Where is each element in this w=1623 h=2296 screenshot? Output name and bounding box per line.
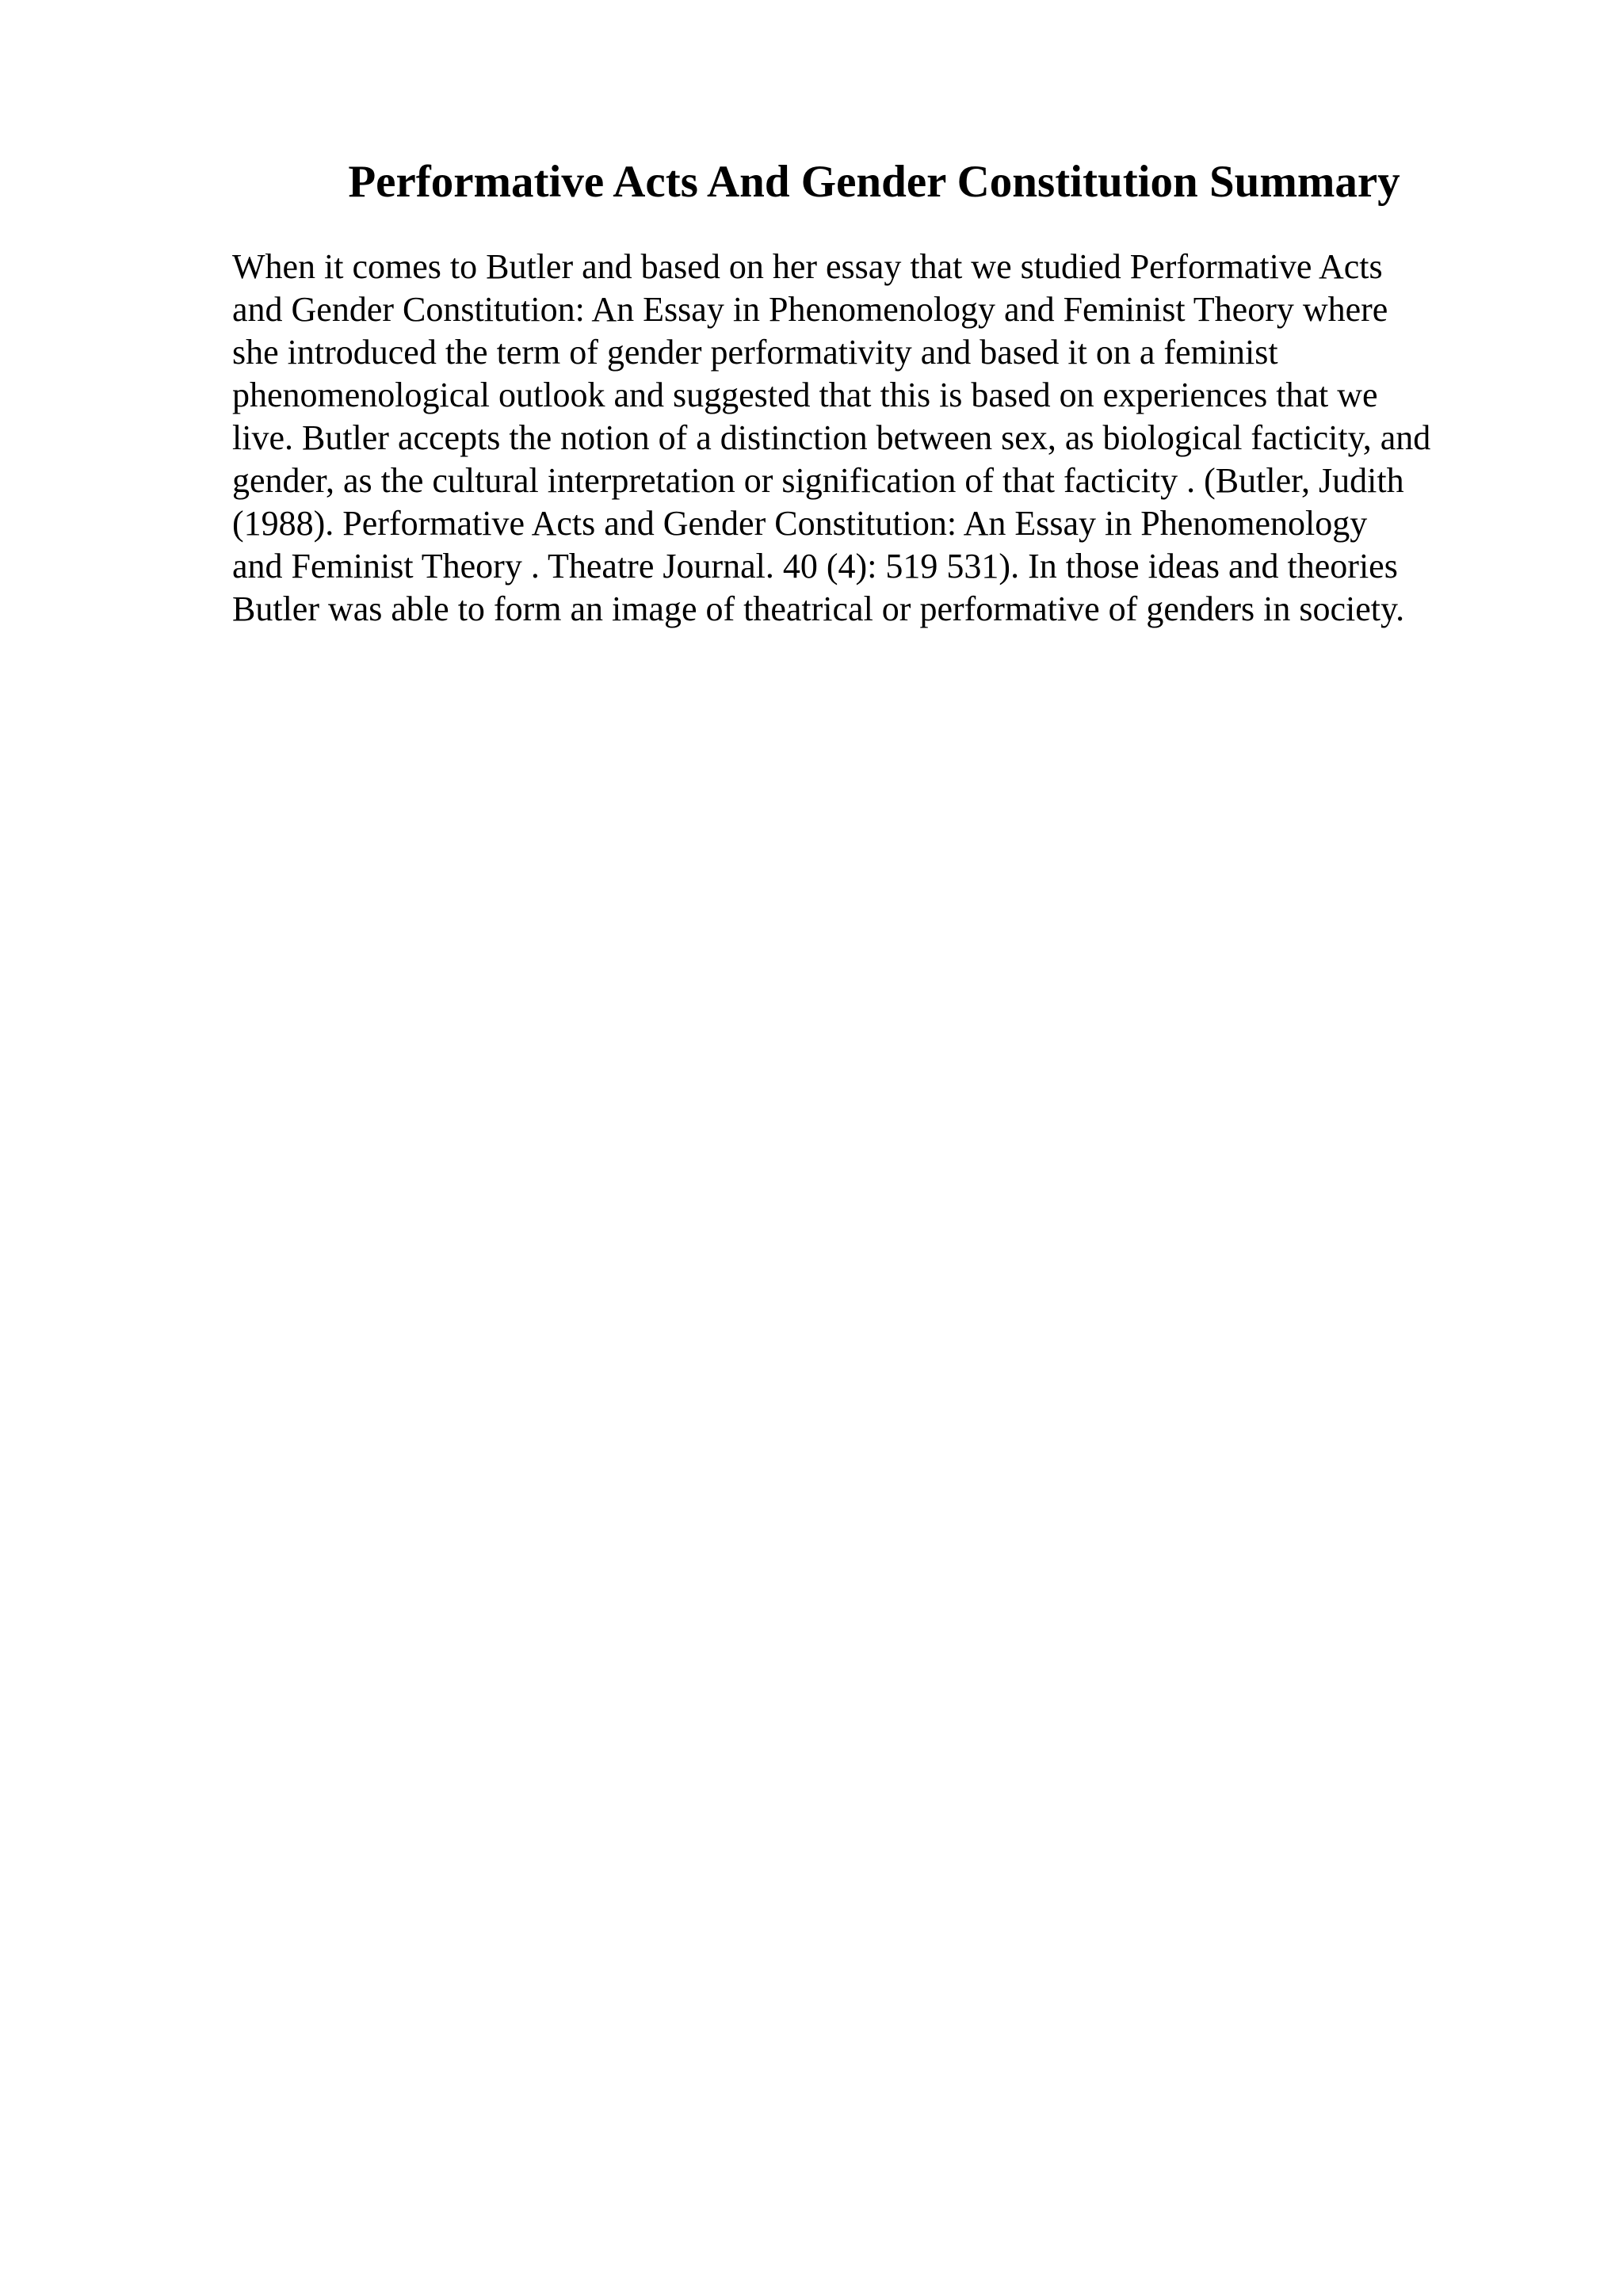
document-title: Performative Acts And Gender Constitution Summary [348, 157, 1400, 207]
paragraph-line: When it comes to Butler and based on her essay that we studied Performative Acts [232, 247, 1383, 286]
paragraph-line: and Feminist Theory . Theatre Journal. 40 (4): 519 531). In those ideas and theories [232, 547, 1398, 585]
paragraph-line: phenomenological outlook and suggested that this is based on experiences that we [232, 376, 1378, 414]
paragraph-line: Butler was able to form an image of theatrical or performative of genders in society. [232, 589, 1405, 628]
paragraph-line: live. Butler accepts the notion of a distinction between sex, as biological facticity, and [232, 418, 1431, 457]
paragraph-line: she introduced the term of gender performativity and based it on a feminist [232, 333, 1278, 372]
paragraph-line: and Gender Constitution: An Essay in Phenomenology and Feminist Theory where [232, 290, 1388, 329]
paragraph-line: gender, as the cultural interpretation or signification of that facticity . (Butler, Judith [232, 461, 1404, 500]
paragraph-line: (1988). Performative Acts and Gender Constitution: An Essay in Phenomenology [232, 504, 1368, 543]
summary-paragraph [232, 246, 1532, 631]
